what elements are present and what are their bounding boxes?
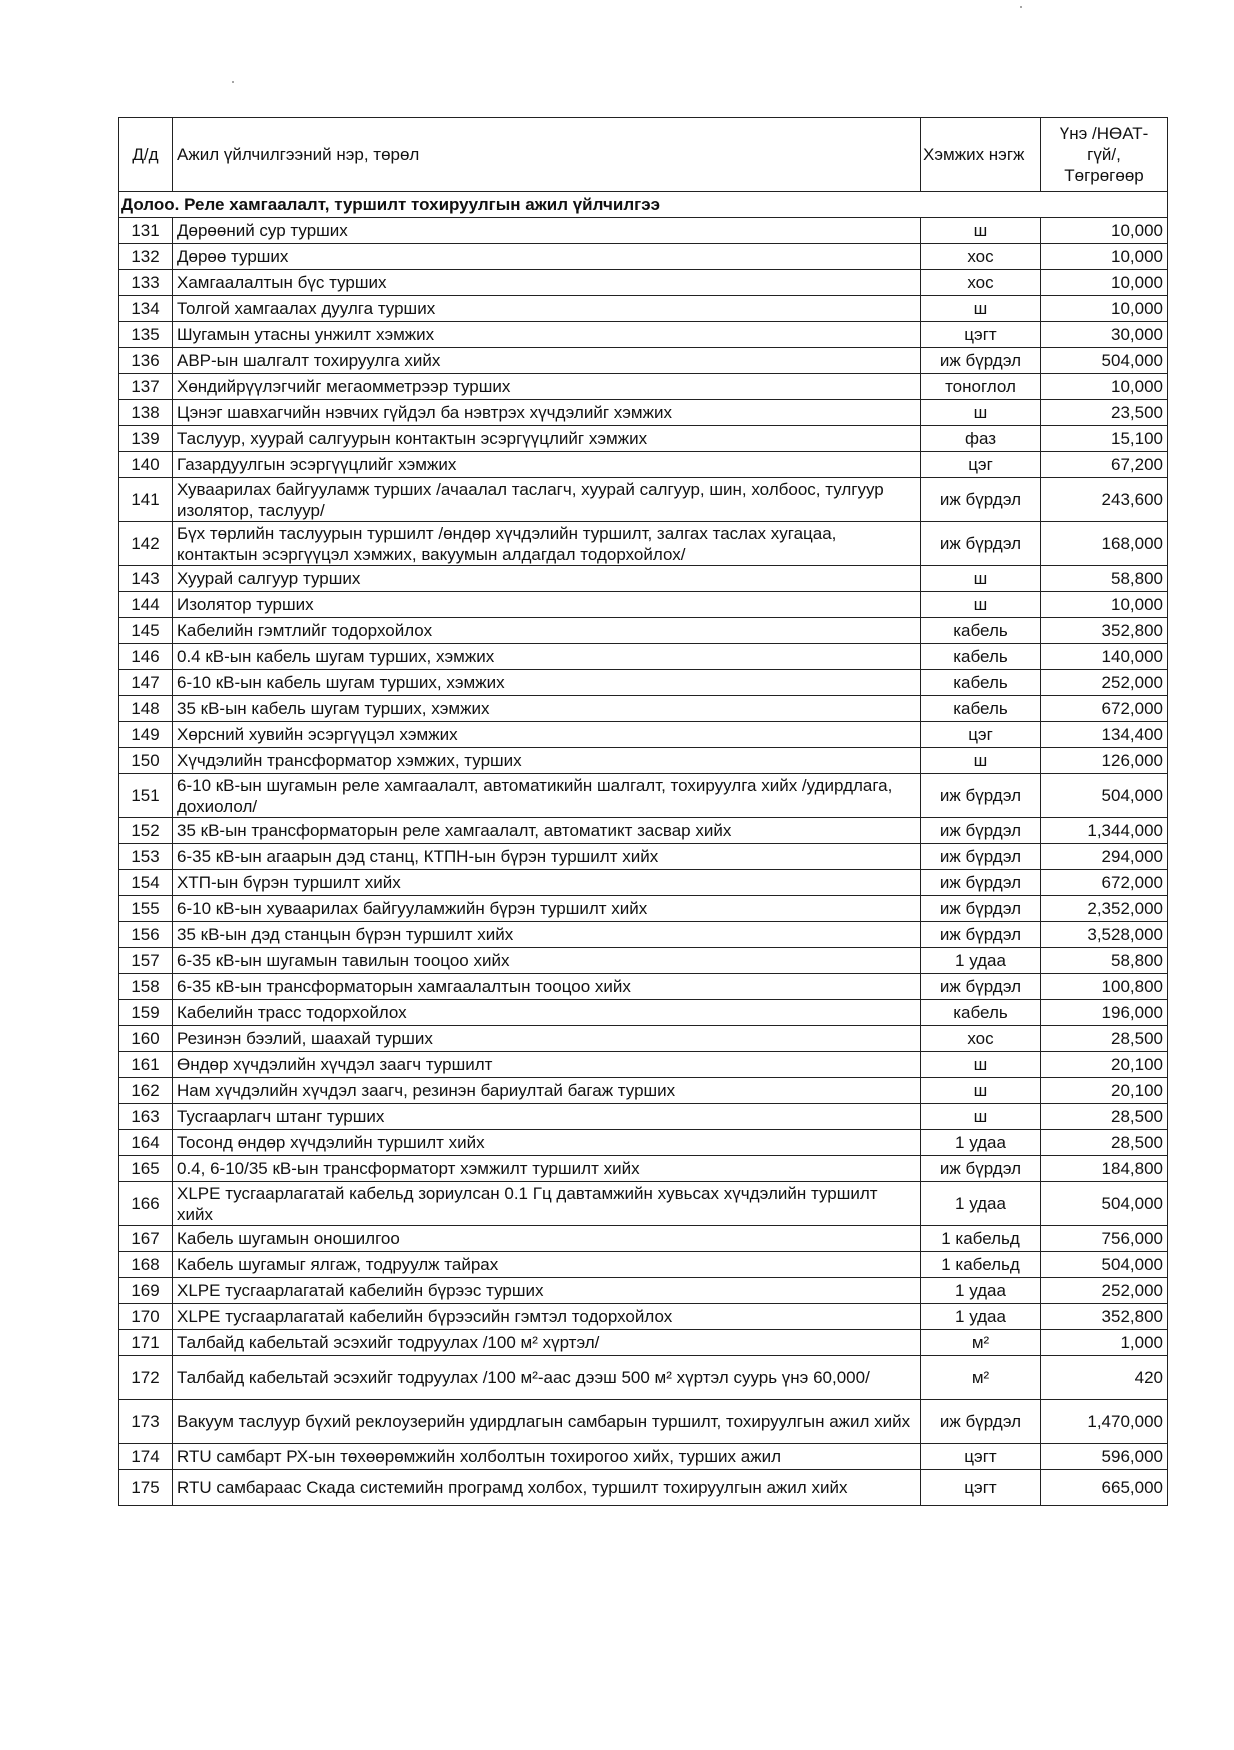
row-price: 30,000 (1041, 322, 1168, 348)
table-row (119, 1104, 1168, 1130)
row-name: Хөндийрүүлэгчийг мегаомметрээр турших (173, 374, 921, 400)
row-price: 58,800 (1041, 566, 1168, 592)
row-name: Талбайд кабельтай эсэхийг тодруулах /100 м² хүртэл/ (173, 1330, 921, 1356)
row-num: 169 (119, 1278, 173, 1304)
row-name: Дөрөөний сур турших (173, 218, 921, 244)
row-name: Толгой хамгаалах дуулга турших (173, 296, 921, 322)
row-price: 10,000 (1041, 296, 1168, 322)
row-unit: фаз (921, 426, 1041, 452)
table-row (119, 400, 1168, 426)
row-unit: хос (921, 244, 1041, 270)
row-name: Өндөр хүчдэлийн хүчдэл заагч туршилт (173, 1052, 921, 1078)
row-price: 504,000 (1041, 774, 1168, 818)
row-name: Шугамын утасны унжилт хэмжих (173, 322, 921, 348)
row-price: 184,800 (1041, 1156, 1168, 1182)
table-row (119, 1356, 1168, 1400)
table-row (119, 722, 1168, 748)
row-unit: хос (921, 1026, 1041, 1052)
row-unit: кабель (921, 1000, 1041, 1026)
row-num: 141 (119, 478, 173, 522)
row-price: 352,800 (1041, 1304, 1168, 1330)
table-body (119, 192, 1168, 1506)
row-name: 35 кВ-ын дэд станцын бүрэн туршилт хийх (173, 922, 921, 948)
row-num: 138 (119, 400, 173, 426)
table-row (119, 322, 1168, 348)
row-name: Вакуум таслуур бүхий реклоузерийн удирдлагын самбарын туршилт, тохируулгын ажил хийх (173, 1400, 921, 1444)
row-num: 175 (119, 1470, 173, 1506)
row-num: 164 (119, 1130, 173, 1156)
row-price: 756,000 (1041, 1226, 1168, 1252)
row-unit: 1 удаа (921, 948, 1041, 974)
row-unit: цэг (921, 452, 1041, 478)
row-name: 6-10 кВ-ын шугамын реле хамгаалалт, автоматикийн шалгалт, тохируулга хийх /удирдлага, дохиолол/ (173, 774, 921, 818)
row-price: 23,500 (1041, 400, 1168, 426)
row-unit: иж бүрдэл (921, 896, 1041, 922)
row-unit: иж бүрдэл (921, 922, 1041, 948)
row-price: 20,100 (1041, 1052, 1168, 1078)
row-name: XLPE тусгаарлагатай кабелийн бүрээс турших (173, 1278, 921, 1304)
row-price: 504,000 (1041, 1252, 1168, 1278)
table-row (119, 1304, 1168, 1330)
row-price: 28,500 (1041, 1130, 1168, 1156)
row-name: 6-10 кВ-ын кабель шугам турших, хэмжих (173, 670, 921, 696)
row-name: Талбайд кабельтай эсэхийг тодруулах /100 м²-аас дээш 500 м² хүртэл суурь үнэ 60,000/ (173, 1356, 921, 1400)
row-price: 596,000 (1041, 1444, 1168, 1470)
row-name: Бүх төрлийн таслуурын туршилт /өндөр хүчдэлийн туршилт, залгах таслах хугацаа, контактын эсэргүүцэл хэмжих, вакуумын алдагдал тодорхойлох/ (173, 522, 921, 566)
row-unit: ш (921, 592, 1041, 618)
row-num: 147 (119, 670, 173, 696)
row-unit: ш (921, 1052, 1041, 1078)
table-row (119, 592, 1168, 618)
row-unit: цэг (921, 722, 1041, 748)
table-row (119, 618, 1168, 644)
table-row (119, 1252, 1168, 1278)
row-name: Хуурай салгуур турших (173, 566, 921, 592)
row-num: 170 (119, 1304, 173, 1330)
row-unit: 1 кабельд (921, 1226, 1041, 1252)
row-num: 163 (119, 1104, 173, 1130)
row-unit: 1 удаа (921, 1182, 1041, 1226)
row-unit: 1 удаа (921, 1304, 1041, 1330)
row-name: Кабелийн гэмтлийг тодорхойлох (173, 618, 921, 644)
row-unit: ш (921, 748, 1041, 774)
row-price: 28,500 (1041, 1026, 1168, 1052)
row-num: 136 (119, 348, 173, 374)
row-unit: цэгт (921, 1444, 1041, 1470)
row-num: 174 (119, 1444, 173, 1470)
row-num: 150 (119, 748, 173, 774)
table-row (119, 1052, 1168, 1078)
row-price: 1,344,000 (1041, 818, 1168, 844)
row-unit: кабель (921, 618, 1041, 644)
row-unit: кабель (921, 696, 1041, 722)
row-num: 160 (119, 1026, 173, 1052)
row-num: 137 (119, 374, 173, 400)
row-unit: 1 удаа (921, 1278, 1041, 1304)
row-price: 134,400 (1041, 722, 1168, 748)
table-row (119, 1130, 1168, 1156)
row-price: 672,000 (1041, 870, 1168, 896)
row-num: 161 (119, 1052, 173, 1078)
table-row (119, 818, 1168, 844)
row-name: АВР-ын шалгалт тохируулга хийх (173, 348, 921, 374)
row-num: 144 (119, 592, 173, 618)
row-name: Кабелийн трасс тодорхойлох (173, 1000, 921, 1026)
row-name: Нам хүчдэлийн хүчдэл заагч, резинэн бариултай багаж турших (173, 1078, 921, 1104)
row-price: 294,000 (1041, 844, 1168, 870)
row-num: 173 (119, 1400, 173, 1444)
row-name: 6-35 кВ-ын агаарын дэд станц, КТПН-ын бүрэн туршилт хийх (173, 844, 921, 870)
table-row (119, 426, 1168, 452)
row-price: 140,000 (1041, 644, 1168, 670)
row-price: 1,000 (1041, 1330, 1168, 1356)
row-num: 134 (119, 296, 173, 322)
row-num: 172 (119, 1356, 173, 1400)
section-row (119, 192, 1168, 218)
row-price: 352,800 (1041, 618, 1168, 644)
header-name: Ажил үйлчилгээний нэр, төрөл (173, 118, 921, 192)
row-num: 133 (119, 270, 173, 296)
table-row (119, 566, 1168, 592)
row-unit: иж бүрдэл (921, 818, 1041, 844)
row-price: 243,600 (1041, 478, 1168, 522)
row-unit: иж бүрдэл (921, 870, 1041, 896)
row-unit: иж бүрдэл (921, 522, 1041, 566)
row-num: 155 (119, 896, 173, 922)
row-name: Кабель шугамын оношилгоо (173, 1226, 921, 1252)
row-num: 149 (119, 722, 173, 748)
row-num: 143 (119, 566, 173, 592)
table-row (119, 1026, 1168, 1052)
row-unit: иж бүрдэл (921, 348, 1041, 374)
row-num: 146 (119, 644, 173, 670)
row-price: 15,100 (1041, 426, 1168, 452)
table-row (119, 748, 1168, 774)
row-num: 139 (119, 426, 173, 452)
table-row (119, 1278, 1168, 1304)
row-num: 168 (119, 1252, 173, 1278)
row-unit: ш (921, 566, 1041, 592)
row-name: Таслуур, хуурай салгуурын контактын эсэргүүцлийг хэмжих (173, 426, 921, 452)
scan-speck (1020, 6, 1022, 8)
row-name: XLPE тусгаарлагатай кабелийн бүрээсийн гэмтэл тодорхойлох (173, 1304, 921, 1330)
row-name: 35 кВ-ын трансформаторын реле хамгаалалт, автоматикт засвар хийх (173, 818, 921, 844)
row-name: Хуваарилах байгууламж турших /ачаалал таслагч, хуурай салгуур, шин, холбоос, тулгуур изолятор, таслуур/ (173, 478, 921, 522)
row-price: 126,000 (1041, 748, 1168, 774)
header-price (1041, 118, 1168, 192)
row-unit: иж бүрдэл (921, 774, 1041, 818)
table-row (119, 974, 1168, 1000)
header-unit: Хэмжих нэгж (921, 118, 1041, 192)
table-row (119, 870, 1168, 896)
row-price: 196,000 (1041, 1000, 1168, 1026)
row-unit: тоноглол (921, 374, 1041, 400)
row-unit: кабель (921, 670, 1041, 696)
row-num: 153 (119, 844, 173, 870)
row-unit: иж бүрдэл (921, 1400, 1041, 1444)
table-row (119, 452, 1168, 478)
row-price: 252,000 (1041, 670, 1168, 696)
row-price: 28,500 (1041, 1104, 1168, 1130)
row-name: Резинэн бээлий, шаахай турших (173, 1026, 921, 1052)
row-name: Изолятор турших (173, 592, 921, 618)
row-price: 10,000 (1041, 270, 1168, 296)
row-name: RTU самбарт РХ-ын төхөөрөмжийн холболтын тохирогоо хийх, турших ажил (173, 1444, 921, 1470)
row-price: 10,000 (1041, 244, 1168, 270)
row-num: 154 (119, 870, 173, 896)
table-row (119, 1226, 1168, 1252)
row-price: 168,000 (1041, 522, 1168, 566)
row-unit: м² (921, 1356, 1041, 1400)
row-name: 35 кВ-ын кабель шугам турших, хэмжих (173, 696, 921, 722)
row-num: 159 (119, 1000, 173, 1026)
table-row (119, 1156, 1168, 1182)
table-row (119, 896, 1168, 922)
row-name: Тосонд өндөр хүчдэлийн туршилт хийх (173, 1130, 921, 1156)
row-unit: цэгт (921, 322, 1041, 348)
row-unit: ш (921, 218, 1041, 244)
row-num: 132 (119, 244, 173, 270)
row-price: 420 (1041, 1356, 1168, 1400)
row-price: 100,800 (1041, 974, 1168, 1000)
row-num: 131 (119, 218, 173, 244)
table-row (119, 270, 1168, 296)
table-row (119, 478, 1168, 522)
table-row (119, 922, 1168, 948)
table-row (119, 670, 1168, 696)
table-row (119, 218, 1168, 244)
row-unit: ш (921, 400, 1041, 426)
table-row (119, 374, 1168, 400)
header-price-line: Үнэ /НӨАТ- (1059, 124, 1149, 143)
row-num: 166 (119, 1182, 173, 1226)
row-price: 2,352,000 (1041, 896, 1168, 922)
row-unit: иж бүрдэл (921, 974, 1041, 1000)
row-name: Хөрсний хувийн эсэргүүцэл хэмжих (173, 722, 921, 748)
row-name: Хүчдэлийн трансформатор хэмжих, турших (173, 748, 921, 774)
row-unit: иж бүрдэл (921, 1156, 1041, 1182)
row-unit: кабель (921, 644, 1041, 670)
row-num: 167 (119, 1226, 173, 1252)
table-row (119, 244, 1168, 270)
table-row (119, 1078, 1168, 1104)
row-num: 171 (119, 1330, 173, 1356)
row-name: RTU самбараас Скада системийн програмд холбох, туршилт тохируулгын ажил хийх (173, 1470, 921, 1506)
row-unit: иж бүрдэл (921, 844, 1041, 870)
row-unit: 1 удаа (921, 1130, 1041, 1156)
row-name: 6-35 кВ-ын шугамын тавилын тооцоо хийх (173, 948, 921, 974)
row-name: Кабель шугамыг ялгаж, тодруулж тайрах (173, 1252, 921, 1278)
table-row (119, 348, 1168, 374)
row-price: 10,000 (1041, 592, 1168, 618)
row-name: 0.4 кВ-ын кабель шугам турших, хэмжих (173, 644, 921, 670)
row-price: 67,200 (1041, 452, 1168, 478)
table-header-row (119, 118, 1168, 192)
table-row (119, 644, 1168, 670)
row-price: 504,000 (1041, 1182, 1168, 1226)
row-name: Газардуулгын эсэргүүцлийг хэмжих (173, 452, 921, 478)
row-name: ХТП-ын бүрэн туршилт хийх (173, 870, 921, 896)
row-price: 58,800 (1041, 948, 1168, 974)
table-row (119, 522, 1168, 566)
row-num: 148 (119, 696, 173, 722)
row-num: 152 (119, 818, 173, 844)
table-row (119, 844, 1168, 870)
section-title: Долоо. Реле хамгаалалт, туршилт тохируулгын ажил үйлчилгээ (119, 192, 1168, 218)
header-price-line: Төгрөгөөр (1064, 166, 1144, 185)
row-num: 156 (119, 922, 173, 948)
row-name: Цэнэг шавхагчийн нэвчих гүйдэл ба нэвтрэх хүчдэлийг хэмжих (173, 400, 921, 426)
row-num: 151 (119, 774, 173, 818)
row-num: 142 (119, 522, 173, 566)
row-price: 672,000 (1041, 696, 1168, 722)
scan-speck (232, 81, 234, 83)
row-name: 6-10 кВ-ын хуваарилах байгууламжийн бүрэн туршилт хийх (173, 896, 921, 922)
row-num: 165 (119, 1156, 173, 1182)
row-unit: 1 кабельд (921, 1252, 1041, 1278)
row-name: 6-35 кВ-ын трансформаторын хамгаалалтын тооцоо хийх (173, 974, 921, 1000)
table-row (119, 774, 1168, 818)
row-price: 3,528,000 (1041, 922, 1168, 948)
row-num: 145 (119, 618, 173, 644)
row-name: Хамгаалалтын бүс турших (173, 270, 921, 296)
table-row (119, 948, 1168, 974)
row-price: 252,000 (1041, 1278, 1168, 1304)
table-row (119, 1444, 1168, 1470)
row-name: Тусгаарлагч штанг турших (173, 1104, 921, 1130)
row-unit: цэгт (921, 1470, 1041, 1506)
row-unit: ш (921, 296, 1041, 322)
table-row (119, 1470, 1168, 1506)
table-row (119, 1330, 1168, 1356)
row-unit: ш (921, 1078, 1041, 1104)
row-price: 504,000 (1041, 348, 1168, 374)
header-price-line: гүй/, (1087, 145, 1121, 164)
row-price: 20,100 (1041, 1078, 1168, 1104)
row-unit: иж бүрдэл (921, 478, 1041, 522)
table-row (119, 1400, 1168, 1444)
table-row (119, 296, 1168, 322)
row-price: 10,000 (1041, 374, 1168, 400)
price-table (118, 117, 1168, 1506)
row-unit: ш (921, 1104, 1041, 1130)
header-num: Д/д (119, 118, 173, 192)
row-name: Дөрөө турших (173, 244, 921, 270)
row-num: 162 (119, 1078, 173, 1104)
row-name: XLPE тусгаарлагатай кабельд зориулсан 0.1 Гц давтамжийн хувьсах хүчдэлийн туршилт хийх (173, 1182, 921, 1226)
row-name: 0.4, 6-10/35 кВ-ын трансформаторт хэмжилт туршилт хийх (173, 1156, 921, 1182)
table-row (119, 1182, 1168, 1226)
table-row (119, 1000, 1168, 1026)
row-num: 135 (119, 322, 173, 348)
row-price: 10,000 (1041, 218, 1168, 244)
row-num: 140 (119, 452, 173, 478)
row-price: 665,000 (1041, 1470, 1168, 1506)
row-num: 157 (119, 948, 173, 974)
row-unit: хос (921, 270, 1041, 296)
row-price: 1,470,000 (1041, 1400, 1168, 1444)
row-num: 158 (119, 974, 173, 1000)
row-unit: м² (921, 1330, 1041, 1356)
table-row (119, 696, 1168, 722)
